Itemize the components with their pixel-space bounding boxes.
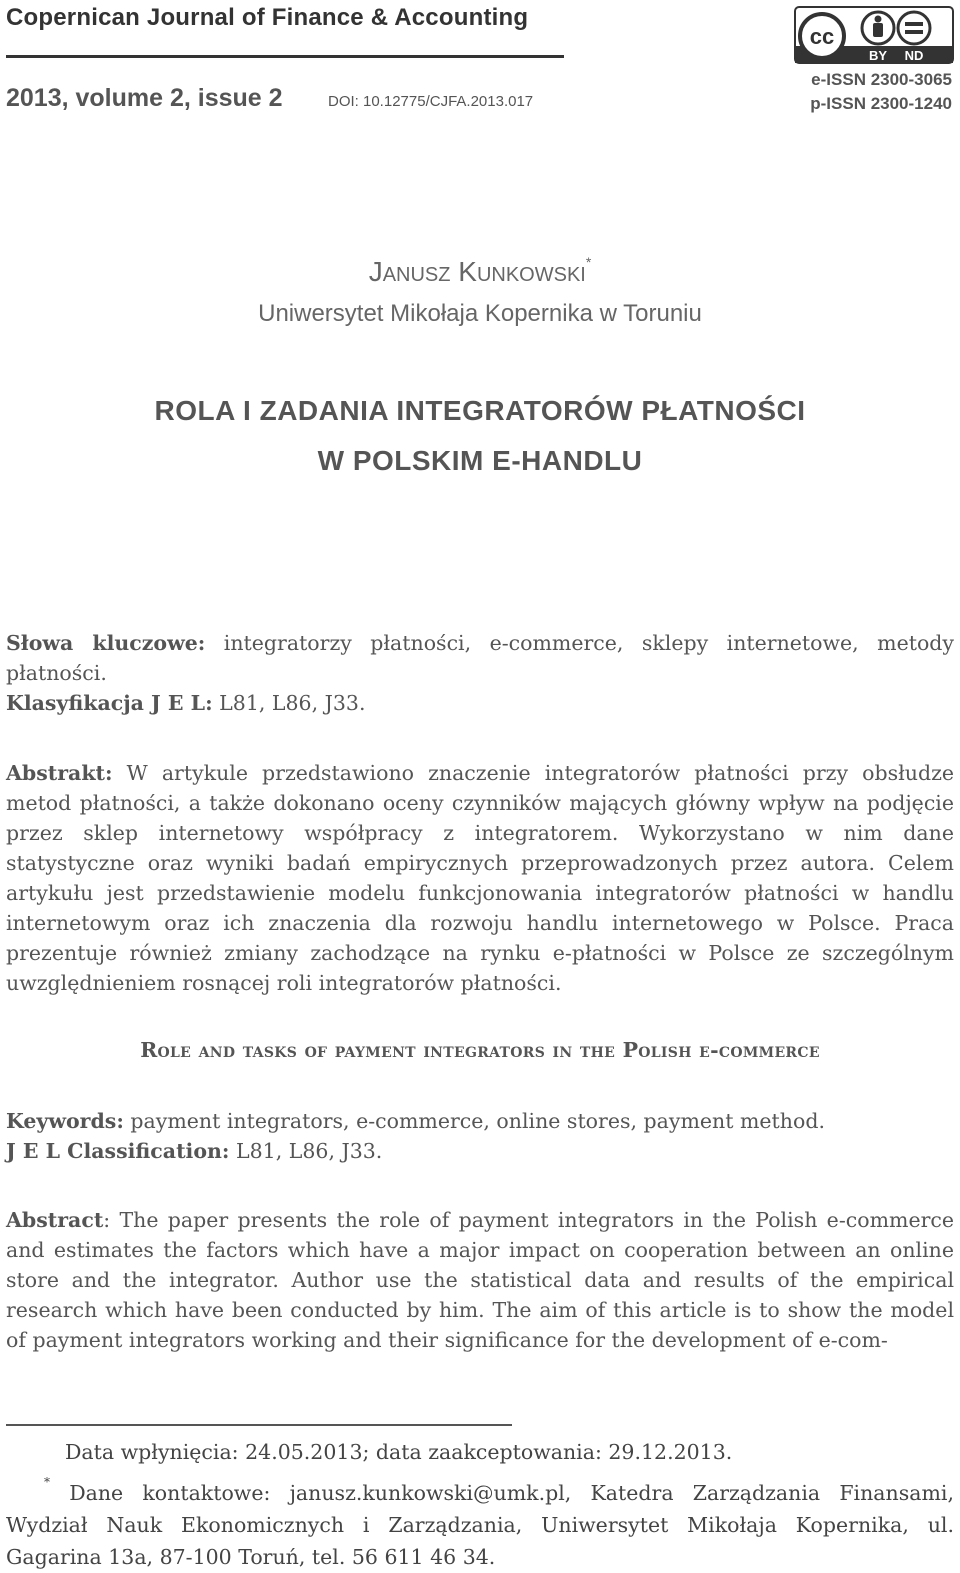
author-name-text: Janusz Kunkowski — [368, 256, 586, 287]
footnote-contact-text: Dane kontaktowe: janusz.kunkowski@umk.pl, Katedra Zarządzania Finansami, Wydział Nauk Ekonomicznych i Zarządzania, Uniwersytet Mikołaja Kopernika, ul. Gagarina 13a, 87-100 Toruń, tel. 56 611 46 34. — [6, 1480, 954, 1569]
paper-title-line2: W POLSKIM E-HANDLU — [317, 445, 643, 476]
doi-link[interactable]: DOI: 10.12775/CJFA.2013.017 — [328, 93, 534, 110]
keywords-pl-text: integratorzy płatności, e-commerce, sklepy internetowe, metody płatności. — [6, 631, 954, 685]
paper-title-en: Role and tasks of payment integrators in the Polish e-commerce — [140, 1038, 820, 1062]
abstract-en-label: Abstract — [6, 1208, 104, 1232]
abstract-pl-text: W artykule przedstawiono znaczenie integratorów płatności przy obsłudze metod płatności, a także dokonano oceny czynników mających główny wpływ na podjęcie przez sklep internetowy współpracy z integratorem. Wykorzystano w nim dane statystyczne oraz wyniki badań empirycznych przeprowadzonych przez autora. Celem artykułu jest przedstawienie modelu funkcjonowania integratorów płatności w handlu internetowym oraz ich znaczenia dla rozwoju handlu internetowego w Polsce. Praca prezentuje również zmiany zachodzące na rynku e-płatności w Polsce ze szczególnym uwzględnieniem rosnącej roli integratorów płatności. — [6, 761, 954, 995]
keywords-pl-label: Słowa kluczowe: — [6, 631, 206, 655]
abstract-en — [6, 1205, 954, 1355]
by-label: BY — [868, 48, 888, 63]
footnote-dates: Data wpłynięcia: 24.05.2013; data zaakceptowania: 29.12.2013. — [65, 1440, 733, 1464]
cc-license-icon[interactable] — [794, 6, 954, 64]
footnote-contact — [6, 1472, 954, 1573]
eissn: e-ISSN 2300-3065 — [811, 70, 952, 89]
keywords-en-label: Keywords: — [6, 1109, 124, 1133]
author-affiliation: Uniwersytet Mikołaja Kopernika w Toruniu — [258, 300, 702, 327]
footnote-divider — [6, 1424, 512, 1426]
nd-label: ND — [904, 48, 924, 63]
journal-title: Copernican Journal of Finance & Accounting — [6, 4, 529, 31]
abstract-pl-label: Abstrakt: — [6, 761, 113, 785]
jel-en-text: L81, L86, J33. — [236, 1139, 383, 1163]
jel-pl-text: L81, L86, J33. — [219, 691, 366, 715]
issn-block — [810, 68, 952, 116]
author-name — [0, 253, 960, 288]
paper-title-pl — [0, 386, 960, 486]
abstract-pl — [6, 758, 954, 998]
jel-en-label: J E L Classification: — [6, 1139, 230, 1163]
keywords-en-text: payment integrators, e-commerce, online stores, payment method. — [130, 1109, 825, 1133]
cc-label: cc — [809, 24, 835, 49]
header-divider — [6, 55, 564, 58]
footnote-marker: * — [44, 1475, 50, 1489]
abstract-en-text: : The paper presents the role of payment integrators in the Polish e-commerce and estimates the factors which have a major impact on cooperation between an online store and the integrator. Author use the statistical data and results of the empirical research which have been conducted by him. The aim of this article is to show the model of payment integrators working and their significance for the development of e-com- — [6, 1208, 954, 1352]
jel-pl-label: Klasyfikacja J E L: — [6, 691, 213, 715]
issue-info: 2013, volume 2, issue 2 — [6, 84, 283, 112]
keywords-en — [6, 1106, 954, 1166]
keywords-pl — [6, 628, 954, 718]
pissn: p-ISSN 2300-1240 — [810, 94, 952, 113]
author-footnote-marker[interactable]: * — [585, 253, 592, 270]
paper-title-line1: ROLA I ZADANIA INTEGRATORÓW PŁATNOŚCI — [154, 395, 806, 426]
